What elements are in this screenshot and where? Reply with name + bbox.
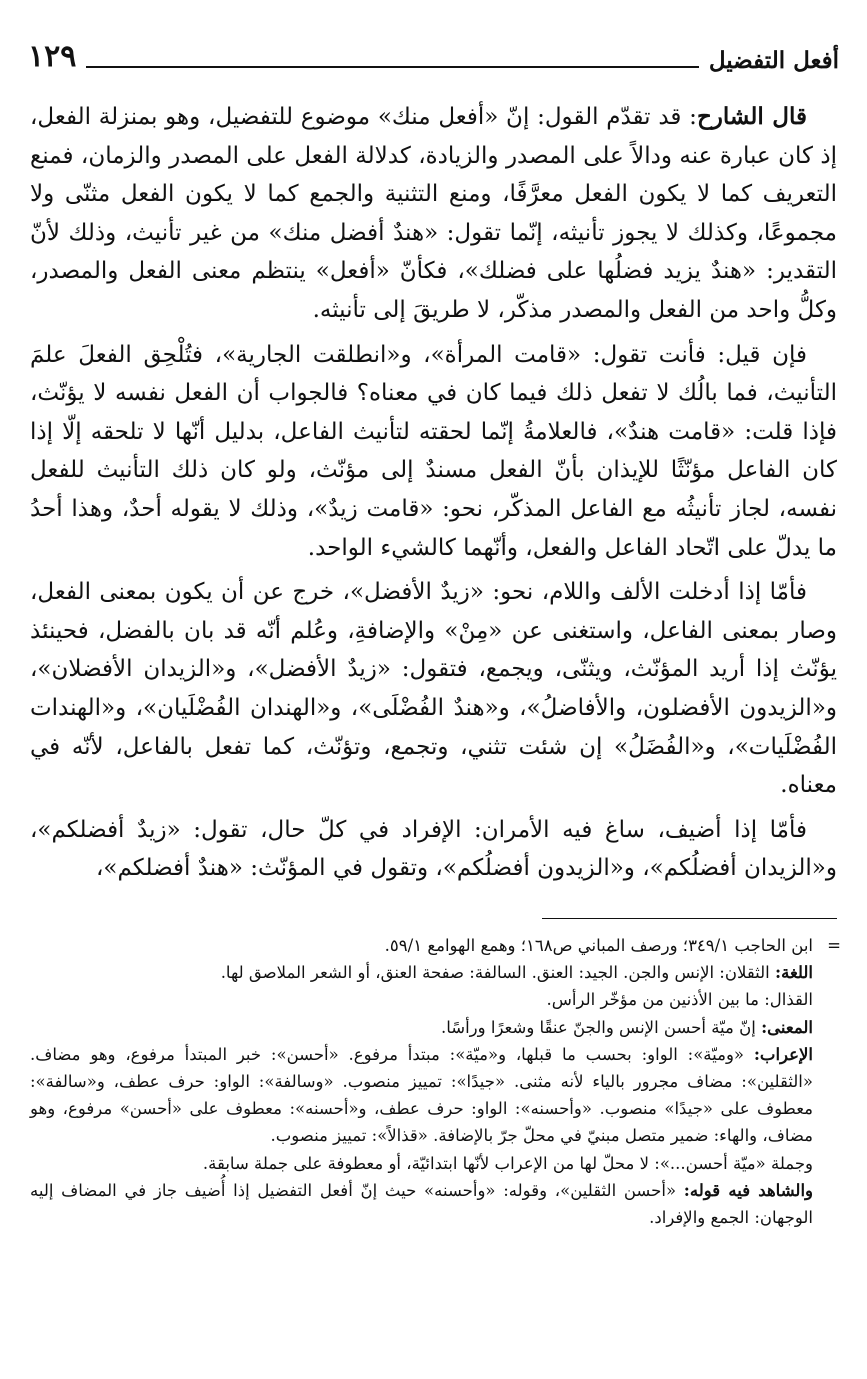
- continuation-mark: =: [827, 936, 841, 955]
- footnote-maana: [30, 1014, 841, 1041]
- footnote-shahid: [30, 1177, 841, 1231]
- footnote-label: الإعراب:: [753, 1044, 813, 1064]
- running-title: أفعل التفضيل: [708, 47, 839, 74]
- footnote-label: اللغة:: [775, 963, 813, 983]
- footnote-lugha-cont: القذال: ما بين الأذنين من مؤخّر الرأس.: [546, 990, 813, 1010]
- footnote-jumla: وجملة «ميّة أحسن...»: لا محلّ لها من الإعراب لأنّها ابتدائيّة، أو معطوفة على جملة سابقة.: [202, 1153, 813, 1173]
- paragraph-4: فأمّا إذا أضيف، ساغ فيه الأمران: الإفراد في كلّ حال، تقول: «زيدٌ أفضلكم»، و«الزيدان أفضلُكم»، و«الزيدون أفضلُكم»، وتقول في المؤنّث: «هندٌ أفضلكم»،: [30, 816, 837, 882]
- footnote-text: الثقلان: الإنس والجن. الجيد: العنق. السالفة: صفحة العنق، أو الشعر الملاصق لها.: [220, 963, 776, 983]
- footnotes: [30, 932, 841, 1231]
- paragraph-lead: قال الشارح: [696, 103, 807, 130]
- footnote-label: المعنى:: [761, 1017, 813, 1037]
- footnote-text: إنّ ميّة أحسن الإنس والجنّ عنقًا وشعرًا ورأسًا.: [441, 1017, 762, 1037]
- footnote-irab: [30, 1041, 841, 1150]
- page-header: [28, 32, 839, 72]
- header-rule: [86, 66, 698, 68]
- paragraph-1: [30, 98, 837, 330]
- paragraph-3: فأمّا إذا أدخلت الألف واللام، نحو: «زيدٌ الأفضل»، خرج عن أن يكون بمعنى الفعل، وصار بمعنى الفاعل، واستغنى عن «مِنْ» والإضافةِ، وعُلم أنّه قد بان بالفضل، فحينئذ يؤنّث إذا أريد المؤنّث، ويثنّى، ويجمع، فتقول: «زيدٌ الأفضل»، و«الزيدان الأفضلان»، و«الزيدون الأفضلون، والأفاضلُ»، و«هندٌ الفُضْلَى»، و«الهندان الفُضْلَيان»، و«الهندات الفُضْلَيات»، و«الفُضَلُ» إن شئت تثني، وتجمع، وتؤنّث، كما تفعل بالفاعل، لأنّه في معناه.: [30, 579, 837, 799]
- footnote-label: والشاهد فيه قوله:: [683, 1180, 813, 1200]
- footnote-text: «وميّة»: الواو: بحسب ما قبلها، و«ميّة»: مبتدأ مرفوع. «أحسن»: خبر المبتدأ مرفوع، وهو مضاف. «الثقلين»: مضاف مجرور بالياء لأنه مثنى. «جيدًا»: تمييز منصوب. «وسالفة»: الواو: حرف عطف، و«سالفة»: معطوف على «جيدًا» منصوب. «وأحسنه»: الواو: حرف عطف، و«أحسنه»: معطوف على «أحسن» مرفوع، وهو مضاف، والهاء: ضمير متصل مبنيّ في محلّ جرّ بالإضافة. «قذالاً»: تمييز منصوب.: [30, 1044, 813, 1146]
- main-text: [30, 98, 837, 894]
- page-number: ١٢٩: [28, 39, 77, 74]
- footnote-sources: ابن الحاجب ٣٤٩/١؛ ورصف المباني ص١٦٨؛ وهمع الهوامع ٥٩/١.: [384, 936, 813, 955]
- footnote-separator: [542, 918, 837, 919]
- paragraph-text: : قد تقدّم القول: إنّ «أفعل منك» موضوع للتفضيل، وهو بمنزلة الفعل، إذ كان عبارة عنه ودالاً على المصدر والزيادة، كدلالة الفعل على المصدر والزمان، فمنع التعريف كما لا يكون الفعل معرَّفًا، ومنع التثنية والجمع كما لا يكون الفعل مثنّى ولا مجموعًا، وكذلك لا يجوز تأنيثه، إنّما تقول: «هندٌ أفضل منك» من غير تأنيث، وذلك لأنّ التقدير: «هندٌ يزيد فضلُها على فضلك»، فكأنّ «أفعل» ينتظم معنى الفعل والمصدر، وكلُّ واحد من الفعل والمصدر مذكّر، لا طريقَ إلى تأنيثه.: [30, 104, 837, 323]
- footnote-continuation: [30, 932, 841, 959]
- footnote-text: «أحسن الثقلين»، وقوله: «وأحسنه» حيث إنّ أفعل التفضيل إذا أُضيف جاز في المضاف إليه الوجهان: الجمع والإفراد.: [30, 1180, 813, 1228]
- paragraph-2: فإن قيل: فأنت تقول: «قامت المرأة»، و«انطلقت الجارية»، فتُلْحِق الفعلَ علمَ التأنيث، فما بالُك لا تفعل ذلك فيما كان في معناه؟ فالجواب أن الفعل نفسه لا يؤنّث، فإذا قلت: «قامت هندٌ»، فالعلامةُ إنّما لحقته لتأنيث الفاعل، بدليل أنّها لا تلحقه إلّا إذا كان الفاعل مؤنّثًا للإيذان بأنّ الفعل مسندٌ إلى مؤنّث، ولو كان ذلك التأنيث للفعل نفسه، لجاز تأنيثُه مع الفاعل المذكّر، نحو: «قامت زيدٌ»، وذلك لا يقوله أحدٌ، وهذا أحدُ ما يدلّ على اتّحاد الفاعل والفعل، وأنّهما كالشيء الواحد.: [30, 341, 837, 561]
- footnote-lugha: [30, 959, 841, 986]
